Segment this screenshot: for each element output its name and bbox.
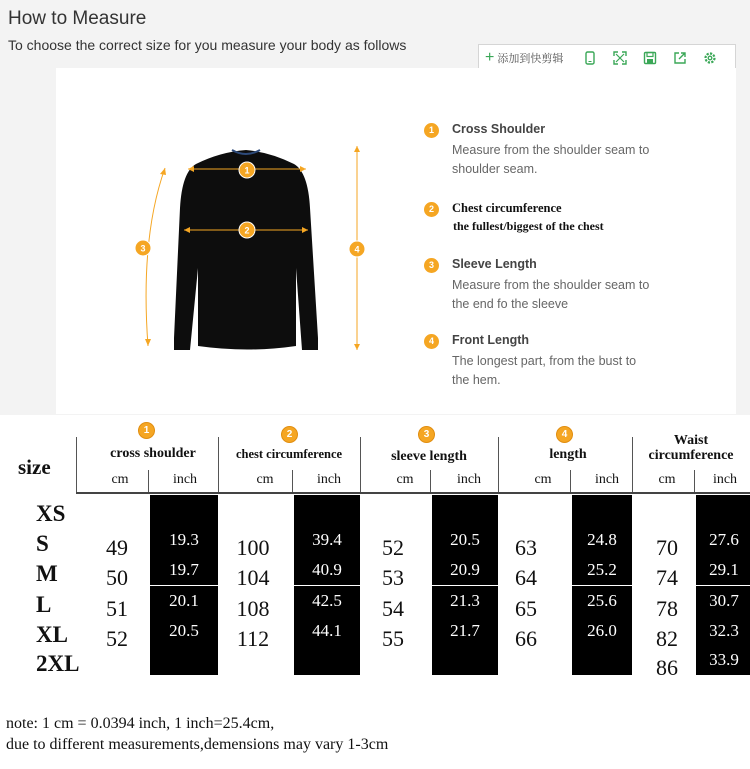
cm-value: 112 [236, 626, 270, 651]
inch-value: 33.9 [696, 645, 750, 675]
inch-value: 20.1 [150, 586, 218, 616]
column-divider [360, 437, 361, 493]
size-chart [0, 415, 750, 685]
inch-value: 25.2 [572, 555, 632, 585]
inch-value [150, 645, 218, 675]
marker-1-label: 1 [244, 165, 250, 176]
page-subtitle: To choose the correct size for you measure your body as follows [8, 37, 407, 53]
cross-shoulder-header: cross shoulder [110, 446, 196, 461]
unit-divider [694, 470, 695, 493]
cm-value: 104 [236, 565, 270, 590]
column-divider [632, 437, 633, 493]
cm-value: 86 [656, 655, 678, 680]
header-divider [76, 492, 750, 494]
marker-3 [135, 240, 151, 256]
expand-icon[interactable] [613, 51, 627, 65]
settings-icon[interactable] [703, 51, 717, 65]
inch-value [432, 495, 498, 525]
size-label: XS [36, 501, 66, 526]
marker-4-label: 4 [354, 244, 360, 255]
unit-inch: inch [594, 472, 620, 487]
column-divider [218, 437, 219, 493]
cm-value: 108 [236, 596, 270, 621]
chest-circumference-header: chest circumference [235, 447, 343, 461]
inch-value [572, 645, 632, 675]
legend-number: 2 [424, 202, 439, 217]
marker-2-label: 2 [244, 225, 250, 236]
column-1-badge: 1 [138, 422, 155, 439]
clip-toolbar [478, 44, 736, 71]
cm-value: 65 [515, 596, 537, 621]
cm-value: 49 [106, 535, 128, 560]
legend-description: The longest part, from the bust to the hem. [452, 354, 637, 387]
inch-value: 21.3 [432, 586, 498, 616]
marker-2 [239, 222, 255, 238]
unit-inch: inch [456, 472, 482, 487]
inch-value: 32.3 [696, 616, 750, 646]
size-header: size [18, 455, 51, 479]
waist-header-line2: circumference [648, 448, 734, 463]
size-note [6, 713, 388, 755]
legend-description: Measure from the shoulder seam to the end fo the sleeve [452, 278, 650, 311]
cm-value: 78 [656, 596, 678, 621]
cm-value: 54 [382, 596, 404, 621]
size-label: L [36, 592, 52, 617]
add-to-clip-label: 添加到快剪辑 [497, 52, 564, 65]
inch-value [150, 495, 218, 525]
inch-value [294, 495, 360, 525]
unit-divider [148, 470, 149, 493]
cm-value: 55 [382, 626, 404, 651]
sweater-shape [174, 150, 318, 350]
share-icon[interactable] [673, 51, 687, 65]
legend-number: 4 [424, 334, 439, 349]
inch-value: 20.9 [432, 555, 498, 585]
column-2-badge: 2 [281, 426, 298, 443]
unit-cm: cm [256, 472, 274, 487]
unit-divider [430, 470, 431, 493]
marker-3-label: 3 [140, 243, 146, 254]
legend-title: Chest circumference [452, 201, 562, 215]
sleeve-length-line [146, 168, 165, 346]
cm-value: 52 [382, 535, 404, 560]
legend-title: Front Length [452, 333, 530, 347]
column-divider [498, 437, 499, 493]
size-label: 2XL [36, 651, 80, 676]
cm-value: 82 [656, 626, 678, 651]
length-header: length [549, 447, 587, 462]
inch-value: 30.7 [696, 586, 750, 616]
note-line-2: due to different measurements,demensions may vary 1-3cm [6, 736, 389, 753]
inch-value [696, 495, 750, 525]
inch-value: 24.8 [572, 525, 632, 555]
marker-1 [239, 162, 255, 178]
cm-value: 52 [106, 626, 128, 651]
inch-value [572, 495, 632, 525]
cm-value: 64 [515, 565, 537, 590]
waist-header-line1: Waist [673, 433, 709, 448]
marker-4 [349, 241, 365, 257]
inch-value [294, 645, 360, 675]
inch-value: 20.5 [150, 616, 218, 646]
cm-value: 74 [656, 565, 678, 590]
inch-value: 21.7 [432, 616, 498, 646]
unit-divider [292, 470, 293, 493]
inch-value: 19.3 [150, 525, 218, 555]
inch-value: 44.1 [294, 616, 360, 646]
unit-cm: cm [111, 472, 129, 487]
cm-value: 51 [106, 596, 128, 621]
size-label: M [36, 561, 58, 586]
cm-value: 63 [515, 535, 537, 560]
inch-value: 26.0 [572, 616, 632, 646]
size-label: S [36, 531, 49, 556]
unit-cm: cm [534, 472, 552, 487]
cm-value: 66 [515, 626, 537, 651]
column-4-badge: 4 [556, 426, 573, 443]
inch-value: 20.5 [432, 525, 498, 555]
measurement-panel [56, 68, 736, 414]
note-line-1: note: 1 cm = 0.0394 inch, 1 inch=25.4cm, [6, 715, 275, 732]
inch-value: 29.1 [696, 555, 750, 585]
legend-number: 3 [424, 258, 439, 273]
inch-value [432, 645, 498, 675]
cm-value: 53 [382, 565, 404, 590]
legend-description: the fullest/biggest of the chest [453, 219, 604, 233]
cm-value: 70 [656, 535, 678, 560]
column-3-badge: 3 [418, 426, 435, 443]
inch-value: 25.6 [572, 586, 632, 616]
sleeve-length-header: sleeve length [391, 449, 467, 464]
legend-title: Cross Shoulder [452, 122, 546, 136]
unit-inch: inch [172, 472, 198, 487]
add-to-clip-button[interactable] [485, 50, 563, 66]
unit-inch: inch [316, 472, 342, 487]
inch-value: 42.5 [294, 586, 360, 616]
unit-cm: cm [396, 472, 414, 487]
page-title: How to Measure [8, 8, 147, 29]
sweater-diagram [56, 68, 386, 414]
legend-description: Measure from the shoulder seam to shoulder seam. [452, 143, 650, 176]
inch-value: 39.4 [294, 525, 360, 555]
column-divider [76, 437, 77, 493]
unit-divider [570, 470, 571, 493]
size-label: XL [36, 622, 68, 647]
save-icon[interactable] [643, 51, 657, 65]
inch-value: 19.7 [150, 555, 218, 585]
unit-inch: inch [712, 472, 738, 487]
unit-cm: cm [658, 472, 676, 487]
cm-value: 50 [106, 565, 128, 590]
inch-value: 40.9 [294, 555, 360, 585]
legend-title: Sleeve Length [452, 257, 537, 271]
plus-icon: + [485, 48, 495, 66]
phone-icon[interactable] [583, 51, 597, 65]
inch-value: 27.6 [696, 525, 750, 555]
cm-value: 100 [236, 535, 270, 560]
legend-number: 1 [424, 123, 439, 138]
